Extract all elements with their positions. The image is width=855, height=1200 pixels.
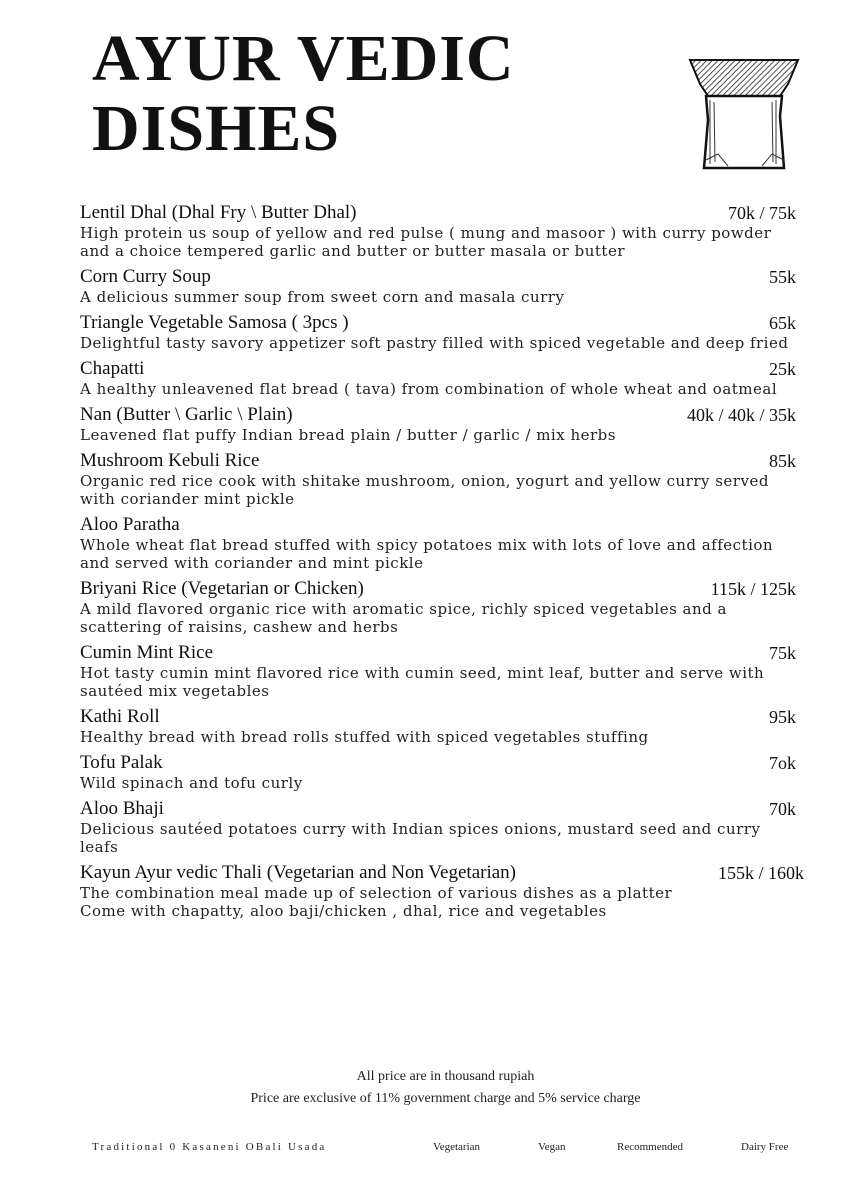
- legend-vegan: Vegan: [538, 1141, 566, 1153]
- dish-name: Aloo Bhaji: [80, 798, 164, 819]
- dish-item: [80, 358, 808, 398]
- dish-name: Mushroom Kebuli Rice: [80, 450, 260, 471]
- dish-price: 85k: [769, 451, 796, 471]
- dish-description: Delightful tasty savory appetizer soft pastry filled with spiced vegetable and deep fried: [80, 334, 789, 352]
- price-notes: [0, 1066, 855, 1110]
- legend-recommended: Recommended: [617, 1141, 683, 1153]
- dish-name: Chapatti: [80, 358, 145, 379]
- dish-name: Triangle Vegetable Samosa ( 3pcs ): [80, 312, 349, 333]
- dish-description: Hot tasty cumin mint flavored rice with cumin seed, mint leaf, butter and serve with sautéed mix vegetables: [80, 664, 765, 700]
- dish-item: [80, 578, 808, 636]
- dish-price: 75k: [769, 643, 796, 663]
- dish-name: Tofu Palak: [80, 752, 163, 773]
- dish-name: Cumin Mint Rice: [80, 642, 213, 663]
- dish-price: 65k: [769, 313, 796, 333]
- dish-name: Aloo Paratha: [80, 514, 180, 535]
- dish-description-line-2: Come with chapatty, aloo baji/chicken , dhal, rice and vegetables: [80, 902, 607, 920]
- dish-description: A mild flavored organic rice with aromatic spice, richly spiced vegetables and a scattering of raisins, cashew and herbs: [80, 600, 727, 636]
- dish-price: 95k: [769, 707, 796, 727]
- dish-price: 115k / 125k: [710, 579, 796, 599]
- dish-item: [80, 404, 808, 444]
- dish-description: Wild spinach and tofu curly: [80, 774, 303, 792]
- dish-description: Delicious sautéed potatoes curry with Indian spices onions, mustard seed and curry leafs: [80, 820, 761, 856]
- dish-description: Organic red rice cook with shitake mushroom, onion, yogurt and yellow curry served with coriander mint pickle: [80, 472, 769, 508]
- title-line-1: AYUR VEDIC: [92, 22, 515, 95]
- dish-item: [80, 266, 808, 306]
- footer-brand: Traditional 0 Kasaneni OBali Usada: [92, 1141, 327, 1153]
- dish-description: A delicious summer soup from sweet corn and masala curry: [80, 288, 565, 306]
- dish-price: 25k: [769, 359, 796, 379]
- dish-item: [80, 862, 808, 920]
- dish-description: Leavened flat puffy Indian bread plain / butter / garlic / mix herbs: [80, 426, 616, 444]
- dish-price: 40k / 40k / 35k: [686, 405, 796, 425]
- dish-price: 55k: [769, 267, 796, 287]
- dish-name: Lentil Dhal (Dhal Fry \ Butter Dhal): [80, 202, 357, 223]
- page-title: [92, 24, 515, 164]
- dish-item: [80, 450, 808, 508]
- dish-description: Whole wheat flat bread stuffed with spicy potatoes mix with lots of love and affection and served with coriander and mint pickle: [80, 536, 774, 572]
- title-line-2: DISHES: [92, 92, 341, 165]
- dish-description: A healthy unleavened flat bread ( tava) from combination of whole wheat and oatmeal: [80, 380, 778, 398]
- dish-item: [80, 514, 808, 572]
- legend-vegetarian: Vegetarian: [433, 1141, 481, 1153]
- dish-description: The combination meal made up of selection of various dishes as a platter: [80, 884, 673, 902]
- dish-name: Kathi Roll: [80, 706, 160, 727]
- dish-item: [80, 706, 808, 746]
- dish-name: Nan (Butter \ Garlic \ Plain): [80, 404, 293, 425]
- dish-price: 7ok: [769, 753, 796, 773]
- dish-name: Kayun Ayur vedic Thali (Vegetarian and Non Vegetarian): [80, 862, 516, 883]
- legend-dairy-free: Dairy Free: [741, 1141, 789, 1153]
- dish-name: Briyani Rice (Vegetarian or Chicken): [80, 578, 364, 599]
- price-note-charges: Price are exclusive of 11% government charge and 5% service charge: [250, 1091, 641, 1106]
- dish-item: [80, 752, 808, 792]
- dish-item: [80, 798, 808, 856]
- price-note-currency: All price are in thousand rupiah: [356, 1069, 535, 1084]
- dish-name: Corn Curry Soup: [80, 266, 211, 287]
- dish-price: 155k / 160k: [717, 863, 804, 883]
- footer-legend: [0, 1141, 855, 1157]
- dish-price: 70k / 75k: [727, 203, 796, 223]
- basket-icon: [688, 56, 800, 174]
- dish-description: High protein us soup of yellow and red pulse ( mung and masoor ) with curry powder and a choice tempered garlic and butter or butter masala or butter: [80, 224, 772, 260]
- dish-item: [80, 312, 808, 352]
- dish-list: [80, 202, 808, 926]
- dish-price: 70k: [769, 799, 796, 819]
- dish-item: [80, 202, 808, 260]
- dish-item: [80, 642, 808, 700]
- dish-description: Healthy bread with bread rolls stuffed with spiced vegetables stuffing: [80, 728, 649, 746]
